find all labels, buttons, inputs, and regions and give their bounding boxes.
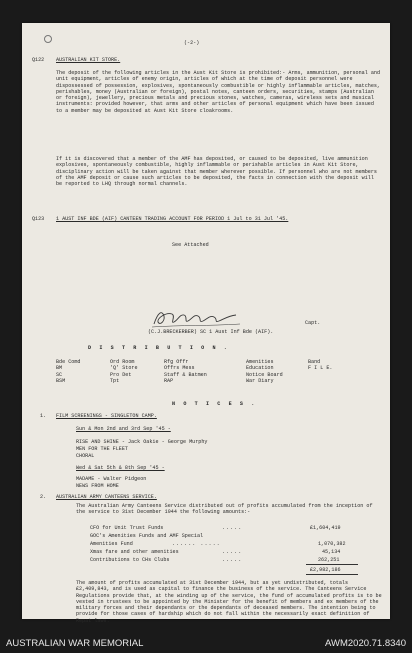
notice-2-heading: AUSTRALIAN ARMY CANTEENS SERVICE.: [56, 494, 157, 500]
film-title: RISE AND SHINE - Jack Oakie - George Murphy: [76, 439, 208, 445]
distribution-column: [308, 359, 332, 372]
distribution-column: [56, 359, 80, 384]
distribution-entry: Rfg Offr: [164, 359, 189, 365]
distribution-entry: BSM: [56, 377, 66, 384]
amount-label: Amenities Fund: [90, 541, 133, 547]
dot-leader: .....: [222, 549, 243, 555]
amount-value: 262,251: [318, 557, 340, 563]
notice-1-heading: FILM SCREENINGS - SINGLETON CAMP.: [56, 413, 157, 419]
amount-label: GOC's Amenities Funds and AMF Special: [90, 533, 204, 539]
punch-hole: [44, 35, 52, 43]
archive-footer: [0, 630, 412, 653]
document-page: [22, 23, 390, 624]
distribution-entry: Education: [246, 365, 274, 372]
notice-1-number: 1.: [40, 413, 47, 419]
screening-date-2: Wed & Sat 5th & 8th Sep '45 -: [76, 465, 165, 471]
distribution-entry: War Diary: [246, 377, 274, 384]
q123-heading: 1 AUST INF BDE (AIF) CANTEEN TRADING ACCOUNT FOR PERIOD 1 Jul to 31 Jul '45.: [56, 216, 289, 222]
distribution-heading: D I S T R I B U T I O N .: [88, 345, 230, 351]
q122-heading: AUSTRALIAN KIT STORE.: [56, 57, 121, 63]
distribution-entry: Bde Comd: [56, 359, 81, 365]
archive-name: AUSTRALIAN WAR MEMORIAL: [6, 638, 144, 649]
total-double-rule: [306, 574, 358, 575]
dot-leader: ...... .....: [172, 541, 221, 547]
signatory-name: (C.J.BRECKERBER) SC 1 Aust Inf Bde (AIF).: [148, 329, 274, 335]
distribution-entry: Tpt: [110, 377, 120, 384]
distribution-entry: Band: [308, 359, 321, 365]
dot-leader: .....: [222, 525, 243, 531]
distribution-column: [246, 359, 283, 384]
distribution-list: [56, 359, 376, 389]
amount-label: CFO for Unit Trust Funds: [90, 525, 164, 531]
distribution-column: [164, 359, 207, 384]
distribution-entry: Ord Room: [110, 359, 135, 365]
distribution-entry: F I L E.: [308, 365, 333, 372]
total-rule: [306, 564, 358, 565]
distribution-entry: BM: [56, 365, 63, 372]
q122-paragraph-1: The deposit of the following articles in the Aust Kit Store is prohibited:- Arms, ammunition, personal and unit equipment, articles of enemy origin, articles of which at the time of deposit personnel were dispossessed of possession, explosives, spontaneously combustible or highly inflammable articles, matches, perishables, money (Australian or foreign), postal notes, canteen orders, securities, stamps (Australian or foreign), jewellery, precious metals and precious stones, watches, cameras, wireless sets and musical instruments: provided however, that arms and other articles of personal equipment which have been issued to a member may be deposited at Aust Kit Store cloakrooms.: [56, 70, 381, 114]
distribution-entry: Offrs Mess: [164, 365, 195, 372]
distribution-entry: 'Q' Store: [110, 365, 138, 372]
notice-2-paragraph-1: The Australian Army Canteens Service distributed out of profits accumulated from the inception of the service to 31st December 1944 the following amounts:-: [76, 503, 373, 516]
amount-value: 45,134: [322, 549, 341, 555]
notices-heading: N O T I C E S .: [172, 401, 257, 407]
amount-label: Xmas fare and other amenities: [90, 549, 179, 555]
amount-value: £1,604,419: [310, 525, 341, 531]
amount-total: £2,982,186: [310, 567, 341, 573]
dot-leader: .....: [222, 557, 243, 563]
film-title: MADAME - Walter Pidgeon: [76, 476, 147, 482]
distribution-entry: Staff & Batmen: [164, 371, 207, 378]
q123-number: Q123: [32, 216, 45, 222]
amount-label: Contributions to CHs Clubs: [90, 557, 170, 563]
distribution-entry: SC: [56, 371, 63, 378]
notice-2-paragraph-2: The amount of profits accumulated at 31st December 1944, but as yet undistributed, totals £2,409,843, and is used as capital to finance the business of the service. The Canteens Service Regulations provide that, at the winding up of the service, the fund of accumulated profits is to be vested in trustees to be appointed by the Minister for the benefit of members and ex members of the military forces and their dependants or the dependants of deceased members. The intention being to provide for those cases of hardship which do not fall within the necessarily exact definition of Repat laws.: [76, 580, 382, 624]
signatory-rank: Capt.: [305, 320, 321, 326]
film-title: MEN FOR THE FLEET: [76, 446, 128, 452]
distribution-column: [110, 359, 138, 384]
distribution-entry: Pro Det: [110, 371, 132, 378]
q122-number: Q122: [32, 57, 45, 63]
screening-date-1: Sun & Mon 2nd and 3rd Sep '45 -: [76, 426, 171, 432]
notice-2-number: 2.: [40, 494, 47, 500]
distribution-entry: RAP: [164, 377, 174, 384]
page-number: (-2-): [184, 40, 200, 46]
handwritten-signature: [150, 306, 242, 330]
film-title: NEWS FROM HOME: [76, 483, 119, 489]
q122-paragraph-2: If it is discovered that a member of the AMF has deposited, or caused to be deposited, live ammunition explosives, spontaneously combustible, highly inflammable or perishable articles in Aust Kit Store, disciplinary action will be taken against that member wherever possible. If personnel who are not members of the AMF deposit or cause such articles to be deposited, the facts in connection with the deposit will be reported to LHQ through normal channels.: [56, 156, 377, 188]
distribution-entry: Notice Board: [246, 371, 283, 378]
amount-value: 1,070,382: [318, 541, 346, 547]
archive-reference: AWM2020.71.8340: [325, 638, 406, 649]
see-attached: See Attached: [172, 242, 209, 248]
distribution-entry: Amenities: [246, 359, 274, 365]
film-title: CHORAL: [76, 453, 95, 459]
